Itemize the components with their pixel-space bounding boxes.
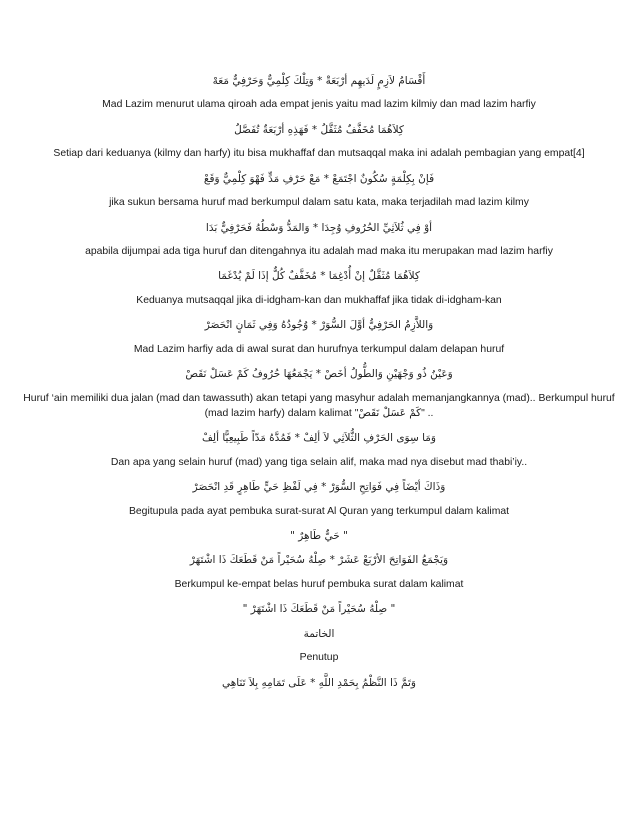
arabic-verse: كِلاَهُمَا مُثَقَّلٌ إنْ أُدْغِمَا * مُخَفَّفٌ كُلٌّ إذَا لَمْ يُدْغَمَا (218, 270, 420, 283)
arabic-verse: أوْ فِي ثُلاَثِيِّ الحُرُوفِ وُجِدَا * وَالمَدُّ وَسْطُهُ فَحَرْفِيٌّ بَدَا (205, 221, 433, 234)
arabic-verse: وَاللاَّزِمُ الحَرْفِيُّ أوَّلَ السُّوَرْ * وُجُودُهُ وَفِي ثَمَانٍ انْحَصَرْ (204, 319, 434, 332)
arabic-verse: أَقْسَامُ لاَزِمٍ لَدَيهِم أرْبَعَةْ * وَتِلْكَ كِلْمِيٌّ وَحَرْفِيٌّ مَعَهْ (212, 75, 426, 87)
translation-line: Dan apa yang selain huruf (mad) yang tiga selain alif, maka mad nya disebut mad thabi’iy.. (110, 456, 528, 468)
translation-line: Setiap dari keduanya (kilmy dan harfy) itu bisa mukhaffaf dan mutsaqqal maka ini adalah pembagian yang empat[4] (53, 148, 585, 160)
arabic-verse: وَيَجْمَعُ الفَوَاتِحَ الأرْبَعْ عَشَرْ * صِلْهُ سُحَيْراً مَنْ قَطَعَكَ ذَا اشْتَهَرْ (189, 554, 449, 567)
translation-line: apabila dijumpai ada tiga huruf dan ditengahnya itu adalah mad maka itu merupakan mad lazim harfiy (85, 246, 553, 258)
translation-line: Berkumpul ke-empat belas huruf pembuka surat dalam kalimat (174, 578, 464, 590)
arabic-section-heading: الخاتمة (303, 627, 335, 640)
arabic-verse: فَإنْ بِكِلْمَةٍ سُكُونٌ اجْتَمَعْ * مَعْ حَرْفِ مَدٍّ فَهْوَ كِلْمِيٌّ وَقَعْ (203, 172, 435, 185)
arabic-quoted-phrase: " حَيٌّ طَاهِرٌ " (290, 529, 348, 542)
translation-text: Huruf ‘ain memiliki dua jalan (mad dan tawassuth) akan tetapi yang masyhur adalah memanjangkannya (mad).. Berkumpul huruf (mad lazim harfy) dalam kalimat " (23, 392, 615, 419)
arabic-verse: وَعَيْنُ ذُو وَجْهَيْنِ وَالطُّولُ أخَصْ * يَجْمَعُهَا حُرُوفُ كَمْ عَسَلْ نَقَصْ (185, 368, 453, 381)
arabic-inline-phrase: كَمْ عَسَلْ نَقَصْ (358, 406, 422, 419)
translation-text-end: " .. (421, 407, 434, 419)
translation-line: Keduanya mutsaqqal jika di-idgham-kan dan mukhaffaf jika tidak di-idgham-kan (136, 294, 502, 306)
translation-line (12, 392, 626, 422)
arabic-verse: وَذَاكَ أيْضَاً فِي فَوَاتِحِ السُّوَرْ * فِي لَفْظِ حَيٍّ طَاهِرٍ قَدِ انْحَصَرْ (192, 481, 446, 494)
arabic-verse: وَتَمَّ ذَا النَّظْمُ بِحَمْدِ اللَّهِ * عَلَى تَمَامِهِ بِلاَ تَنَاهِي (222, 676, 416, 689)
arabic-quoted-phrase: " صِلْهُ سُحَيْراً مَنْ قَطَعَكَ ذَا اشْتَهَرْ " (242, 603, 396, 616)
section-heading: Penutup (299, 652, 339, 664)
arabic-verse: وَمَا سِوَى الحَرْفِ الثُّلاَثِي لاَ ألِفْ * فَمُدَّهُ مَدّاً طَبِيعِيًّا ألِفْ (202, 432, 436, 445)
translation-line: Mad Lazim harfiy ada di awal surat dan hurufnya terkumpul dalam delapan huruf (133, 343, 505, 355)
translation-line: jika sukun bersama huruf mad berkumpul dalam satu kata, maka terjadilah mad lazim kilmy (109, 197, 529, 209)
translation-line: Mad Lazim menurut ulama qiroah ada empat jenis yaitu mad lazim kilmiy dan mad lazim harfiy (102, 99, 536, 111)
translation-line: Begitupula pada ayat pembuka surat-surat Al Quran yang terkumpul dalam kalimat (128, 505, 510, 517)
arabic-verse: كِلاَهُمَا مُخَفَّفٌ مُثَقَّلُ * فَهَذِهِ أرْبَعَةٌ تُفَصَّلُ (234, 123, 404, 136)
